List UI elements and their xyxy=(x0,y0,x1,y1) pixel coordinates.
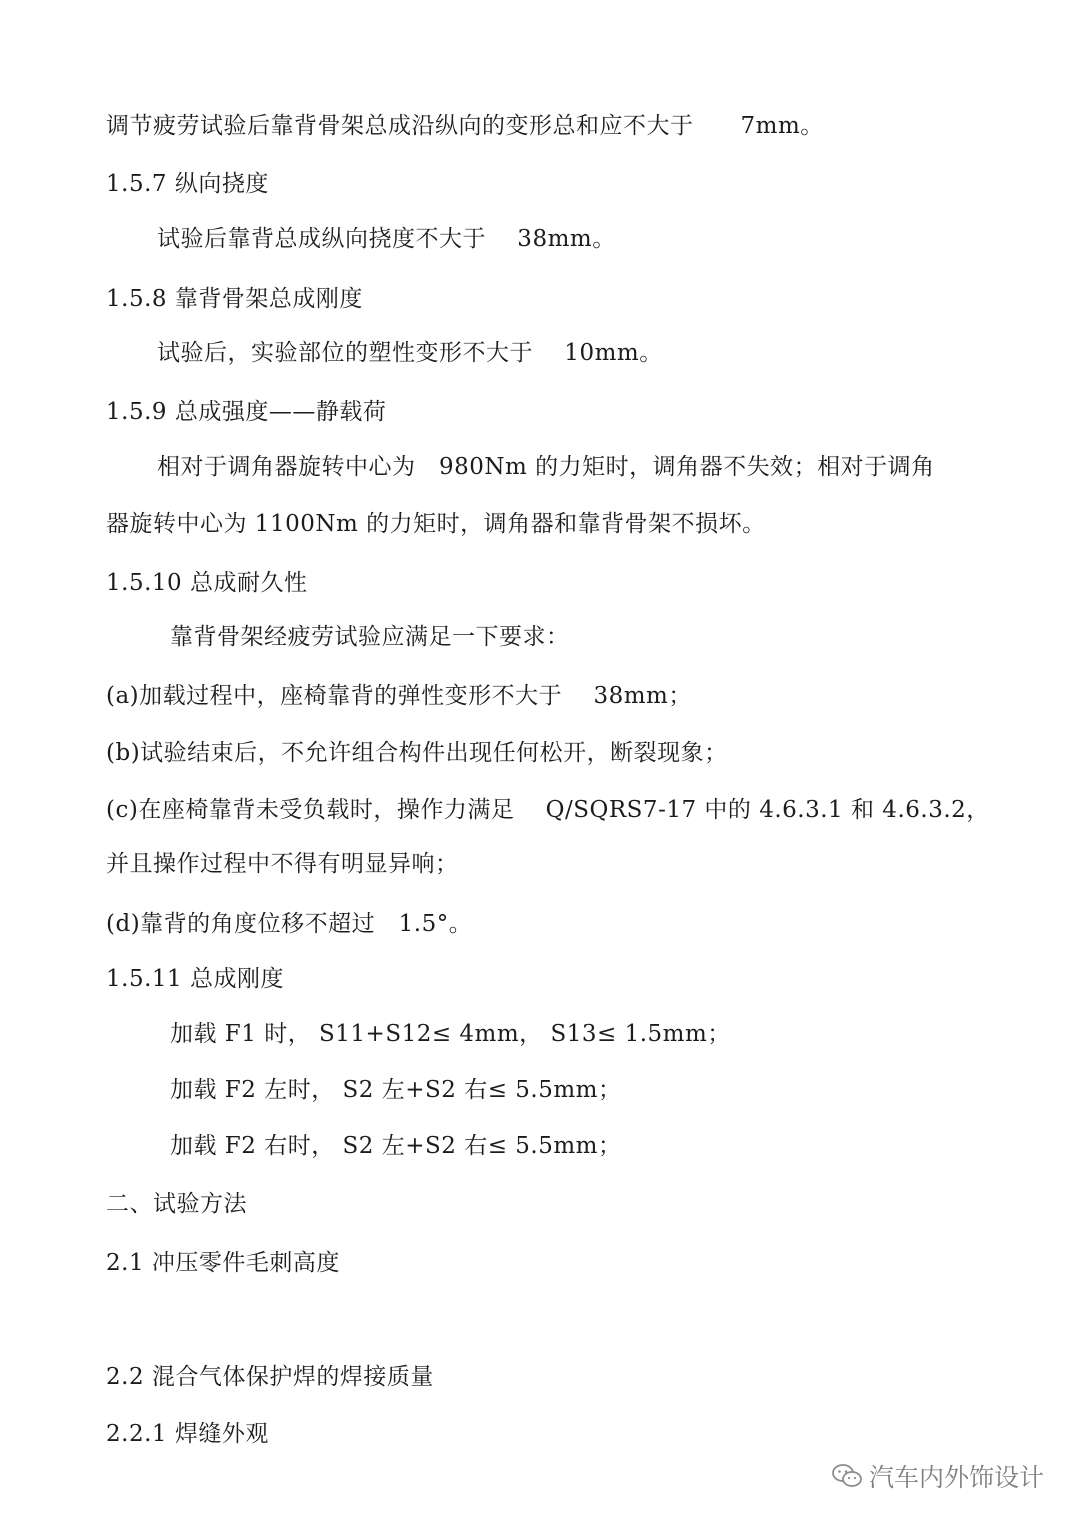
watermark xyxy=(831,1458,1044,1494)
text-line-load-f1: 加载 F1 时， S11+S12≤ 4mm， S13≤ 1.5mm； xyxy=(170,1021,731,1047)
heading-1-5-9: 1.5.9 总成强度——静载荷 xyxy=(106,399,387,425)
text-line-torque-1: 相对于调角器旋转中心为 980Nm 的力矩时，调角器不失效；相对于调角 xyxy=(157,454,935,480)
text-line-deflection: 试验后靠背总成纵向挠度不大于 38mm。 xyxy=(157,226,616,252)
text-line-fatigue-intro: 靠背骨架经疲劳试验应满足一下要求： xyxy=(170,624,570,650)
heading-2-2-1: 2.2.1 焊缝外观 xyxy=(106,1421,269,1447)
heading-2-1: 2.1 冲压零件毛刺高度 xyxy=(106,1250,340,1276)
wechat-icon xyxy=(831,1462,863,1490)
text-line-load-f2-left: 加载 F2 左时， S2 左+S2 右≤ 5.5mm； xyxy=(170,1077,622,1103)
watermark-text: 汽车内外饰设计 xyxy=(868,1463,1044,1492)
heading-1-5-8: 1.5.8 靠背骨架总成刚度 xyxy=(106,286,363,312)
heading-1-5-10: 1.5.10 总成耐久性 xyxy=(106,570,308,596)
text-line-deformation: 调节疲劳试验后靠背骨架总成沿纵向的变形总和应不大于 7mm。 xyxy=(106,113,824,139)
list-item-a: (a)加载过程中，座椅靠背的弹性变形不大于 38mm； xyxy=(106,683,692,709)
heading-1-5-11: 1.5.11 总成刚度 xyxy=(106,966,284,992)
text-line-torque-2: 器旋转中心为 1100Nm 的力矩时，调角器和靠背骨架不损坏。 xyxy=(106,511,766,537)
text-line-plastic-deformation: 试验后，实验部位的塑性变形不大于 10mm。 xyxy=(157,340,663,366)
heading-1-5-7: 1.5.7 纵向挠度 xyxy=(106,171,269,197)
heading-2-2: 2.2 混合气体保护焊的焊接质量 xyxy=(106,1364,434,1390)
text-line-load-f2-right: 加载 F2 右时， S2 左+S2 右≤ 5.5mm； xyxy=(170,1133,622,1159)
list-item-b: (b)试验结束后，不允许组合构件出现任何松开，断裂现象； xyxy=(106,740,728,766)
list-item-c-2: 并且操作过程中不得有明显异响； xyxy=(106,851,459,877)
list-item-c-1: (c)在座椅靠背未受负载时，操作力满足 Q/SQRS7-17 中的 4.6.3.1 和 4.6.3.2， xyxy=(106,797,990,823)
section-heading-test-methods: 二、试验方法 xyxy=(106,1191,247,1217)
list-item-d: (d)靠背的角度位移不超过 1.5°。 xyxy=(106,911,473,937)
